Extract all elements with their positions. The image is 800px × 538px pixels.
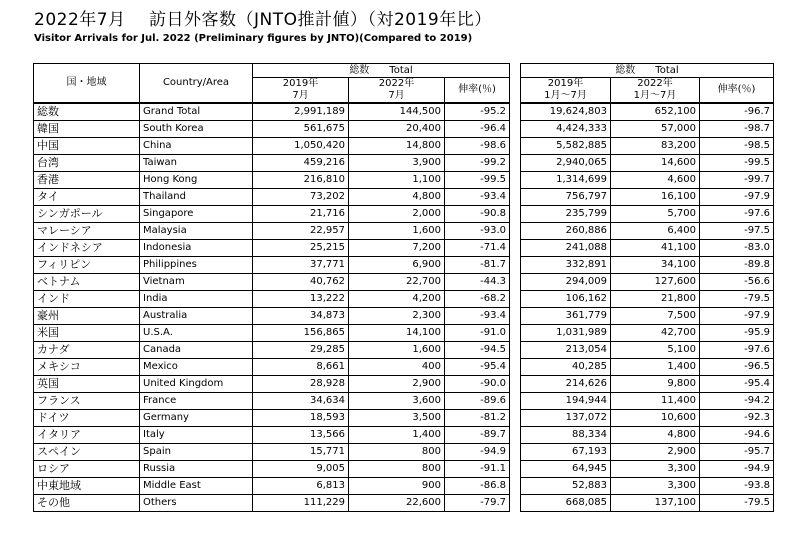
monthly-2019-cell: 13,222 (253, 291, 349, 308)
country-jp-cell: カナダ (34, 342, 140, 359)
header-2022-cumulative-period: 1月～7月 (611, 90, 700, 103)
cumulative-growth-cell: -79.5 (700, 495, 774, 512)
cumulative-2022-cell: 3,300 (611, 461, 700, 478)
country-jp-cell: シンガポール (34, 206, 140, 223)
monthly-2022-cell: 3,900 (349, 155, 445, 172)
page-subtitle: Visitor Arrivals for Jul. 2022 (Preliminary figures by JNTO)(Compared to 2019) (34, 33, 473, 44)
cumulative-2022-cell: 83,200 (611, 138, 700, 155)
monthly-growth-cell: -79.7 (445, 495, 510, 512)
monthly-growth-cell: -81.7 (445, 257, 510, 274)
header-growth-cumulative: 伸率(％) (700, 78, 774, 104)
cumulative-growth-cell: -97.6 (700, 342, 774, 359)
monthly-2019-cell: 6,813 (253, 478, 349, 495)
cumulative-growth-cell: -95.9 (700, 325, 774, 342)
country-jp-cell: ベトナム (34, 274, 140, 291)
monthly-2022-cell: 14,800 (349, 138, 445, 155)
cumulative-2022-cell: 2,900 (611, 444, 700, 461)
monthly-2022-cell: 2,300 (349, 308, 445, 325)
monthly-growth-cell: -98.6 (445, 138, 510, 155)
cumulative-growth-cell: -93.8 (700, 478, 774, 495)
monthly-2019-cell: 9,005 (253, 461, 349, 478)
header-2022-monthly-period: 7月 (349, 90, 445, 103)
country-en-cell: Taiwan (140, 155, 253, 172)
country-en-cell: Vietnam (140, 274, 253, 291)
monthly-growth-cell: -93.4 (445, 308, 510, 325)
cumulative-2022-cell: 42,700 (611, 325, 700, 342)
cumulative-2019-cell: 235,799 (521, 206, 611, 223)
cumulative-2019-cell: 137,072 (521, 410, 611, 427)
table-row (34, 325, 774, 342)
cumulative-growth-cell: -97.6 (700, 206, 774, 223)
header-2022-monthly-year: 2022年 (349, 78, 445, 91)
country-en-cell: Grand Total (140, 103, 253, 121)
table-body (34, 103, 774, 512)
column-gap (510, 274, 521, 291)
cumulative-2019-cell: 5,582,885 (521, 138, 611, 155)
monthly-2022-cell: 900 (349, 478, 445, 495)
country-en-cell: Thailand (140, 189, 253, 206)
monthly-2022-cell: 20,400 (349, 121, 445, 138)
country-jp-cell: インド (34, 291, 140, 308)
header-2022-cumulative-year: 2022年 (611, 78, 700, 91)
cumulative-growth-cell: -94.6 (700, 427, 774, 444)
monthly-2022-cell: 22,600 (349, 495, 445, 512)
cumulative-2022-cell: 34,100 (611, 257, 700, 274)
table-row (34, 376, 774, 393)
monthly-2022-cell: 800 (349, 444, 445, 461)
cumulative-growth-cell: -95.7 (700, 444, 774, 461)
monthly-growth-cell: -96.4 (445, 121, 510, 138)
monthly-2019-cell: 73,202 (253, 189, 349, 206)
monthly-2022-cell: 2,900 (349, 376, 445, 393)
table-header (34, 64, 774, 104)
country-jp-cell: 英国 (34, 376, 140, 393)
country-jp-cell: その他 (34, 495, 140, 512)
country-jp-cell: 台湾 (34, 155, 140, 172)
cumulative-2022-cell: 57,000 (611, 121, 700, 138)
cumulative-2022-cell: 137,100 (611, 495, 700, 512)
header-growth-monthly: 伸率(％) (445, 78, 510, 104)
monthly-2019-cell: 156,865 (253, 325, 349, 342)
country-jp-cell: インドネシア (34, 240, 140, 257)
column-gap (510, 478, 521, 495)
cumulative-2019-cell: 756,797 (521, 189, 611, 206)
monthly-2019-cell: 29,285 (253, 342, 349, 359)
monthly-growth-cell: -91.1 (445, 461, 510, 478)
monthly-growth-cell: -99.2 (445, 155, 510, 172)
country-jp-cell: 韓国 (34, 121, 140, 138)
table-row (34, 155, 774, 172)
cumulative-2022-cell: 21,800 (611, 291, 700, 308)
column-gap (510, 359, 521, 376)
column-gap (510, 121, 521, 138)
table-row (34, 427, 774, 444)
table-row (34, 121, 774, 138)
cumulative-2019-cell: 260,886 (521, 223, 611, 240)
country-en-cell: Middle East (140, 478, 253, 495)
cumulative-2022-cell: 16,100 (611, 189, 700, 206)
header-2019-cumulative-period: 1月～7月 (521, 90, 611, 103)
country-en-cell: Russia (140, 461, 253, 478)
monthly-growth-cell: -93.0 (445, 223, 510, 240)
cumulative-2022-cell: 14,600 (611, 155, 700, 172)
table-row (34, 274, 774, 291)
cumulative-growth-cell: -99.7 (700, 172, 774, 189)
column-gap (510, 172, 521, 189)
column-gap (510, 223, 521, 240)
column-gap (510, 393, 521, 410)
country-jp-cell: フランス (34, 393, 140, 410)
monthly-2019-cell: 111,229 (253, 495, 349, 512)
monthly-2022-cell: 1,600 (349, 223, 445, 240)
cumulative-2019-cell: 668,085 (521, 495, 611, 512)
cumulative-growth-cell: -96.5 (700, 359, 774, 376)
column-gap (510, 410, 521, 427)
cumulative-2019-cell: 2,940,065 (521, 155, 611, 172)
country-en-cell: Malaysia (140, 223, 253, 240)
monthly-2019-cell: 15,771 (253, 444, 349, 461)
cumulative-2019-cell: 64,945 (521, 461, 611, 478)
country-en-cell: Germany (140, 410, 253, 427)
country-en-cell: Indonesia (140, 240, 253, 257)
monthly-2022-cell: 3,600 (349, 393, 445, 410)
monthly-growth-cell: -93.4 (445, 189, 510, 206)
country-en-cell: Italy (140, 427, 253, 444)
header-monthly-group: 総数 Total (253, 64, 510, 78)
table-row (34, 478, 774, 495)
cumulative-growth-cell: -92.3 (700, 410, 774, 427)
monthly-2022-cell: 1,400 (349, 427, 445, 444)
monthly-2022-cell: 14,100 (349, 325, 445, 342)
monthly-2019-cell: 28,928 (253, 376, 349, 393)
country-en-cell: Canada (140, 342, 253, 359)
monthly-growth-cell: -99.5 (445, 172, 510, 189)
cumulative-2019-cell: 88,334 (521, 427, 611, 444)
cumulative-growth-cell: -99.5 (700, 155, 774, 172)
country-jp-cell: マレーシア (34, 223, 140, 240)
column-gap (510, 103, 521, 121)
table-row (34, 103, 774, 121)
cumulative-growth-cell: -79.5 (700, 291, 774, 308)
cumulative-growth-cell: -97.5 (700, 223, 774, 240)
country-en-cell: Singapore (140, 206, 253, 223)
monthly-2019-cell: 40,762 (253, 274, 349, 291)
country-jp-cell: ドイツ (34, 410, 140, 427)
monthly-2022-cell: 400 (349, 359, 445, 376)
cumulative-2019-cell: 40,285 (521, 359, 611, 376)
cumulative-growth-cell: -98.5 (700, 138, 774, 155)
cumulative-2022-cell: 10,600 (611, 410, 700, 427)
country-en-cell: United Kingdom (140, 376, 253, 393)
table-row (34, 495, 774, 512)
cumulative-2022-cell: 3,300 (611, 478, 700, 495)
cumulative-2019-cell: 1,031,989 (521, 325, 611, 342)
monthly-2019-cell: 459,216 (253, 155, 349, 172)
cumulative-2022-cell: 7,500 (611, 308, 700, 325)
monthly-growth-cell: -89.7 (445, 427, 510, 444)
monthly-2022-cell: 7,200 (349, 240, 445, 257)
header-country-en: Country/Area (140, 64, 253, 104)
header-cumulative-group: 総数 Total (521, 64, 774, 78)
cumulative-growth-cell: -83.0 (700, 240, 774, 257)
table-row (34, 291, 774, 308)
column-gap (510, 189, 521, 206)
cumulative-growth-cell: -94.9 (700, 461, 774, 478)
column-gap (510, 325, 521, 342)
monthly-growth-cell: -91.0 (445, 325, 510, 342)
monthly-growth-cell: -81.2 (445, 410, 510, 427)
country-en-cell: India (140, 291, 253, 308)
column-gap (510, 240, 521, 257)
country-jp-cell: タイ (34, 189, 140, 206)
monthly-2019-cell: 561,675 (253, 121, 349, 138)
monthly-growth-cell: -44.3 (445, 274, 510, 291)
monthly-2019-cell: 21,716 (253, 206, 349, 223)
table-row (34, 189, 774, 206)
column-gap (510, 342, 521, 359)
monthly-2022-cell: 2,000 (349, 206, 445, 223)
column-gap (510, 206, 521, 223)
header-2019-cumulative-year: 2019年 (521, 78, 611, 91)
monthly-2022-cell: 1,600 (349, 342, 445, 359)
monthly-growth-cell: -89.6 (445, 393, 510, 410)
country-en-cell: Spain (140, 444, 253, 461)
monthly-2022-cell: 4,800 (349, 189, 445, 206)
cumulative-growth-cell: -89.8 (700, 257, 774, 274)
country-jp-cell: 米国 (34, 325, 140, 342)
cumulative-2019-cell: 332,891 (521, 257, 611, 274)
column-gap (510, 376, 521, 393)
country-jp-cell: ロシア (34, 461, 140, 478)
cumulative-2022-cell: 5,100 (611, 342, 700, 359)
country-jp-cell: 豪州 (34, 308, 140, 325)
monthly-2019-cell: 13,566 (253, 427, 349, 444)
monthly-growth-cell: -90.8 (445, 206, 510, 223)
table-row (34, 172, 774, 189)
cumulative-growth-cell: -56.6 (700, 274, 774, 291)
monthly-2019-cell: 8,661 (253, 359, 349, 376)
monthly-2022-cell: 1,100 (349, 172, 445, 189)
monthly-growth-cell: -94.5 (445, 342, 510, 359)
cumulative-2022-cell: 11,400 (611, 393, 700, 410)
cumulative-2019-cell: 19,624,803 (521, 103, 611, 121)
table-row (34, 223, 774, 240)
table-row (34, 359, 774, 376)
cumulative-2022-cell: 5,700 (611, 206, 700, 223)
table-row (34, 393, 774, 410)
monthly-2022-cell: 800 (349, 461, 445, 478)
header-2019-monthly-year: 2019年 (253, 78, 349, 91)
monthly-growth-cell: -95.2 (445, 103, 510, 121)
table-row (34, 138, 774, 155)
cumulative-2022-cell: 4,800 (611, 427, 700, 444)
cumulative-2019-cell: 4,424,333 (521, 121, 611, 138)
country-en-cell: Philippines (140, 257, 253, 274)
monthly-2019-cell: 18,593 (253, 410, 349, 427)
country-en-cell: U.S.A. (140, 325, 253, 342)
header-country-jp: 国・地域 (34, 64, 140, 104)
monthly-growth-cell: -71.4 (445, 240, 510, 257)
visitor-arrivals-table (33, 63, 774, 512)
monthly-2019-cell: 25,215 (253, 240, 349, 257)
cumulative-2019-cell: 1,314,699 (521, 172, 611, 189)
cumulative-growth-cell: -97.9 (700, 189, 774, 206)
cumulative-2022-cell: 4,600 (611, 172, 700, 189)
monthly-2019-cell: 216,810 (253, 172, 349, 189)
table-row (34, 240, 774, 257)
cumulative-2022-cell: 41,100 (611, 240, 700, 257)
cumulative-growth-cell: -97.9 (700, 308, 774, 325)
monthly-2019-cell: 37,771 (253, 257, 349, 274)
monthly-2019-cell: 34,873 (253, 308, 349, 325)
column-gap (510, 257, 521, 274)
table-row (34, 257, 774, 274)
table-row (34, 342, 774, 359)
monthly-2019-cell: 2,991,189 (253, 103, 349, 121)
cumulative-2019-cell: 241,088 (521, 240, 611, 257)
monthly-growth-cell: -68.2 (445, 291, 510, 308)
table-row (34, 308, 774, 325)
country-en-cell: Hong Kong (140, 172, 253, 189)
table-row (34, 206, 774, 223)
page-title: 2022年7月 訪日外客数（JNTO推計値）（対2019年比） (34, 10, 492, 30)
cumulative-2019-cell: 361,779 (521, 308, 611, 325)
column-gap (510, 64, 521, 104)
cumulative-growth-cell: -95.4 (700, 376, 774, 393)
monthly-2019-cell: 22,957 (253, 223, 349, 240)
monthly-2019-cell: 1,050,420 (253, 138, 349, 155)
table-row (34, 410, 774, 427)
cumulative-2022-cell: 6,400 (611, 223, 700, 240)
monthly-growth-cell: -95.4 (445, 359, 510, 376)
column-gap (510, 444, 521, 461)
table-row (34, 461, 774, 478)
monthly-2019-cell: 34,634 (253, 393, 349, 410)
country-jp-cell: メキシコ (34, 359, 140, 376)
monthly-growth-cell: -90.0 (445, 376, 510, 393)
country-jp-cell: イタリア (34, 427, 140, 444)
country-jp-cell: 中国 (34, 138, 140, 155)
column-gap (510, 138, 521, 155)
column-gap (510, 155, 521, 172)
cumulative-2019-cell: 213,054 (521, 342, 611, 359)
column-gap (510, 461, 521, 478)
table-row (34, 444, 774, 461)
country-en-cell: Others (140, 495, 253, 512)
monthly-2022-cell: 4,200 (349, 291, 445, 308)
country-jp-cell: 総数 (34, 103, 140, 121)
country-jp-cell: 中東地域 (34, 478, 140, 495)
monthly-2022-cell: 3,500 (349, 410, 445, 427)
monthly-growth-cell: -86.8 (445, 478, 510, 495)
monthly-2022-cell: 144,500 (349, 103, 445, 121)
cumulative-growth-cell: -98.7 (700, 121, 774, 138)
cumulative-growth-cell: -94.2 (700, 393, 774, 410)
cumulative-2022-cell: 127,600 (611, 274, 700, 291)
monthly-2022-cell: 6,900 (349, 257, 445, 274)
cumulative-2019-cell: 294,009 (521, 274, 611, 291)
cumulative-growth-cell: -96.7 (700, 103, 774, 121)
cumulative-2019-cell: 106,162 (521, 291, 611, 308)
country-jp-cell: フィリピン (34, 257, 140, 274)
monthly-2022-cell: 22,700 (349, 274, 445, 291)
cumulative-2019-cell: 214,626 (521, 376, 611, 393)
country-en-cell: Australia (140, 308, 253, 325)
column-gap (510, 495, 521, 512)
header-2019-monthly-period: 7月 (253, 90, 349, 103)
monthly-growth-cell: -94.9 (445, 444, 510, 461)
country-en-cell: China (140, 138, 253, 155)
cumulative-2022-cell: 9,800 (611, 376, 700, 393)
column-gap (510, 291, 521, 308)
country-en-cell: Mexico (140, 359, 253, 376)
cumulative-2022-cell: 1,400 (611, 359, 700, 376)
cumulative-2022-cell: 652,100 (611, 103, 700, 121)
cumulative-2019-cell: 67,193 (521, 444, 611, 461)
column-gap (510, 308, 521, 325)
column-gap (510, 427, 521, 444)
country-jp-cell: 香港 (34, 172, 140, 189)
cumulative-2019-cell: 194,944 (521, 393, 611, 410)
cumulative-2019-cell: 52,883 (521, 478, 611, 495)
country-en-cell: South Korea (140, 121, 253, 138)
country-en-cell: France (140, 393, 253, 410)
country-jp-cell: スペイン (34, 444, 140, 461)
